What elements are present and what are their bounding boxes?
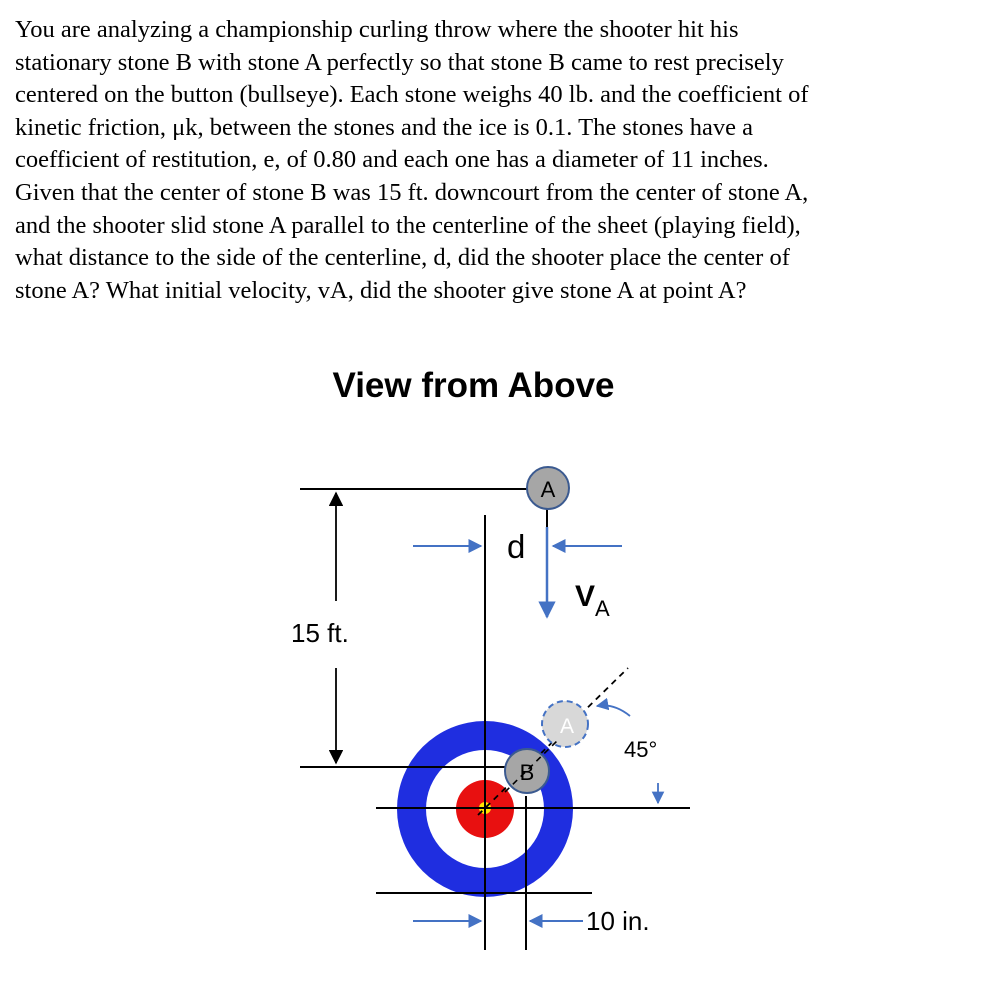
problem-line-1: You are analyzing a championship curling throw where the shooter hit his bbox=[15, 16, 739, 43]
figure-heading: View from Above bbox=[332, 366, 615, 405]
problem-line-7: and the shooter slid stone A parallel to the centerline of the sheet (playing field), bbox=[15, 211, 801, 239]
width-label: 10 in. bbox=[586, 906, 650, 936]
velocity-label-main: V bbox=[575, 580, 596, 613]
problem-line-9: stone A? What initial velocity, vA, did the shooter give stone A at point A? bbox=[15, 276, 747, 304]
angle-label: 45° bbox=[624, 737, 658, 762]
distance-label: 15 ft. bbox=[291, 618, 349, 648]
velocity-label-sub: A bbox=[595, 596, 610, 621]
problem-line-8: what distance to the side of the centerline, d, did the shooter place the center of bbox=[15, 244, 790, 272]
velocity-label bbox=[575, 580, 610, 621]
angle-arc-upper bbox=[597, 705, 630, 716]
problem-line-6: Given that the center of stone B was 15 ft. downcourt from the center of stone A, bbox=[15, 178, 809, 206]
problem-line-2: stationary stone B with stone A perfectly so that stone B came to rest precisely bbox=[15, 48, 784, 76]
stone-a-ghost-label: A bbox=[559, 715, 575, 738]
problem-line-3: centered on the button (bullseye). Each stone weighs 40 lb. and the coefficient of bbox=[15, 81, 809, 109]
stone-a-label: A bbox=[540, 477, 556, 502]
d-label: d bbox=[507, 528, 526, 565]
stone-b-label: B bbox=[519, 760, 535, 785]
problem-line-5: coefficient of restitution, e, of 0.80 and each one has a diameter of 11 inches. bbox=[15, 146, 769, 174]
problem-line-4: kinetic friction, μk, between the stones and the ice is 0.1. The stones have a bbox=[15, 113, 753, 141]
